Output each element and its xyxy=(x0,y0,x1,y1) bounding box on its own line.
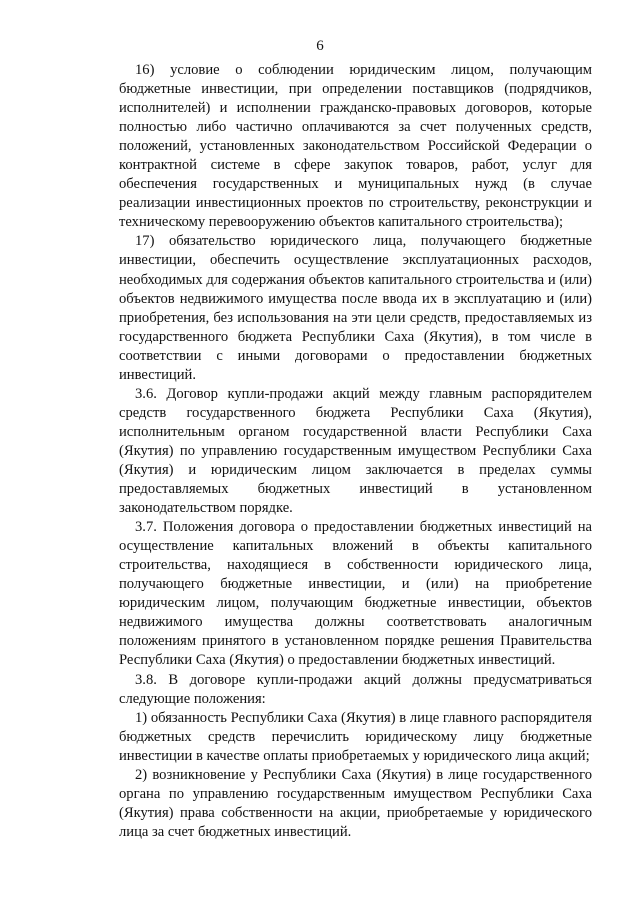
paragraph-item-1: 1) обязанность Республики Саха (Якутия) в лице главного распорядителя бюджетных средств перечислить юридическому лицу бюджетные инвестиции в качестве оплаты приобретаемых у юридического лица акций; xyxy=(119,709,592,764)
paragraph-3-7: 3.7. Положения договора о предоставлении бюджетных инвестиций на осуществление капитальных вложений в объекты капитального строительства, находящиеся в собственности юридического лица, получающего бюджетные инвестиции, и (или) на приобретение юридическим лицом, получающим бюджетные инвестиции, объектов недвижимого имущества должны соответствовать аналогичным положениям принятого в установленном порядке решения Правительства Республики Саха (Якутия) о предоставлении бюджетных инвестиций. xyxy=(119,519,592,669)
paragraph-3-6: 3.6. Договор купли-продажи акций между главным распорядителем средств государственного бюджета Республики Саха (Якутия), исполнительным органом государственной власти Республики Саха (Якутия) по управлению государственным имуществом Республики Саха (Якутия) и юридическим лицом заключается в пределах суммы предоставляемых бюджетных инвестиций в установленном законодательством порядке. xyxy=(119,385,592,517)
paragraph-3-8: 3.8. В договоре купли-продажи акций должны предусматриваться следующие положения: xyxy=(119,671,592,707)
paragraph-item-16: 16) условие о соблюдении юридическим лицом, получающим бюджетные инвестиции, при определении поставщиков (подрядчиков, исполнителей) и исполнении гражданско-правовых договоров, которые полностью либо частично оплачиваются за счет полученных средств, положений, установленных законодательством Российской Федерации о контрактной системе в сфере закупок товаров, работ, услуг для обеспечения государственных и муниципальных нужд (в случае реализации инвестиционных проектов по строительству, реконструкции и техническому перевооружению объектов капитального строительства); xyxy=(119,62,592,231)
paragraph-item-2: 2) возникновение у Республики Саха (Якутия) в лице государственного органа по управлению государственным имуществом Республики Саха (Якутия) права собственности на акции, приобретаемые у юридического лица за счет бюджетных инвестиций. xyxy=(119,766,592,840)
paragraph-item-17: 17) обязательство юридического лица, получающего бюджетные инвестиции, обеспечить осуществление эксплуатационных расходов, необходимых для содержания объектов капитального строительства и (или) объектов недвижимого имущества после ввода их в эксплуатацию и (или) приобретения, без использования на эти цели средств, предоставляемых из государственного бюджета Республики Саха (Якутия), в том числе в соответствии с иными договорами о предоставлении бюджетных инвестиций. xyxy=(119,233,592,383)
document-body xyxy=(119,61,592,842)
page-number: 6 xyxy=(316,38,324,54)
